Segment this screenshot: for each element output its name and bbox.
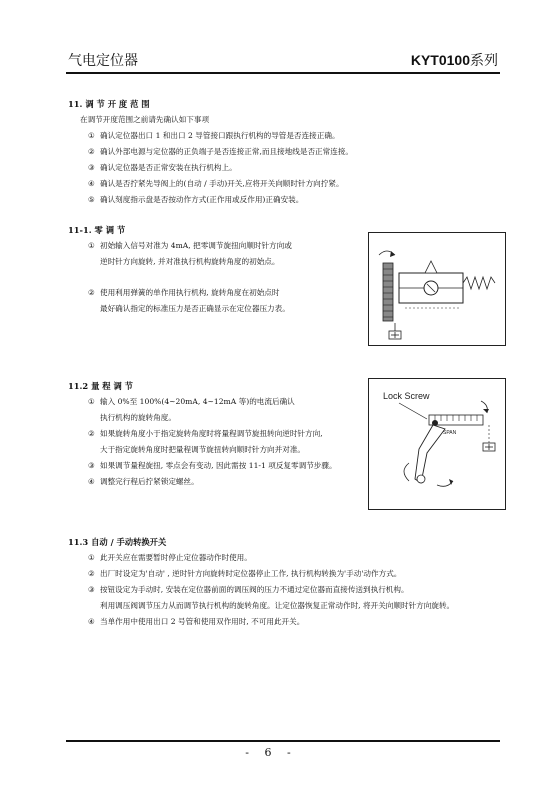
section-11-2-item-2: ② 如果旋转角度小于指定旋转角度时将量程调节旋扭转向逆时针方向, bbox=[88, 429, 323, 438]
zero-adjust-figure bbox=[368, 232, 506, 346]
section-11-1-item-2: ② 使用利用弹簧的单作用执行机构, 旋转角度在初始点时 bbox=[88, 288, 280, 297]
model-suffix: 系列 bbox=[470, 52, 498, 68]
section-11-2-item-1: ① 输入 0%至 100%(4~20mA, 4~12mA 等)的电流后确认 bbox=[88, 397, 295, 406]
lock-screw-label: Lock Screw bbox=[383, 391, 430, 401]
section-11-item-5: ⑤ 确认刻度指示盘是否按动作方式(正作用或反作用)正确安装。 bbox=[88, 195, 304, 204]
section-11-3-item-3: ③ 按钮设定为手动时, 安装在定位器前面的调压阀的压力不通过定位器而直接传送到执行机构。 bbox=[88, 585, 409, 594]
section-11-2-item-4: ④ 调整完行程后拧紧锁定螺丝。 bbox=[88, 477, 199, 486]
span-scale-label: SPAN bbox=[443, 430, 457, 436]
page-number: - 6 - bbox=[245, 746, 297, 759]
section-11-title: 11. 调 节 开 度 范 围 bbox=[68, 99, 150, 109]
section-11-1-item-1-cont: 逆时针方向旋转, 并对准执行机构旋转角度的初始点。 bbox=[100, 257, 280, 266]
section-11-3-item-3-cont: 利用调压阀调节压力从而调节执行机构的旋转角度。让定位器恢复正常动作时, 将开关向顺时针方向旋转。 bbox=[100, 601, 455, 610]
header-rule bbox=[66, 72, 500, 74]
model-code: KYT0100 bbox=[410, 52, 470, 68]
document-series-title: 气电定位器 bbox=[68, 53, 138, 69]
section-11-item-4: ④ 确认是否拧紧先导阀上的(自动 / 手动)开关,应将开关向顺时针方向拧紧。 bbox=[88, 179, 344, 188]
section-11-3-item-1: ① 此开关应在需要暂时停止定位器动作时使用。 bbox=[88, 553, 252, 562]
section-11-item-3: ③ 确认定位器是否正常安装在执行机构上。 bbox=[88, 163, 237, 172]
section-11-1-item-2-cont: 最好确认指定的标准压力是否正确显示在定位器压力表。 bbox=[100, 304, 290, 313]
section-11-3-title: 11.3 自动 / 手动转换开关 bbox=[68, 537, 167, 547]
span-adjust-figure bbox=[368, 378, 506, 510]
section-11-2-item-3: ③ 如果调节量程旋扭, 零点会有变动, 因此需按 11-1 项反复零调节步骤。 bbox=[88, 461, 337, 470]
section-11-intro: 在调节开度范围之前请先确认如下事项 bbox=[80, 115, 210, 124]
section-11-2-item-2-cont: 大于指定旋转角度时把量程调节旋扭转向顺时针方向并对准。 bbox=[100, 445, 306, 454]
model-header bbox=[411, 50, 498, 70]
section-11-item-2: ② 确认外部电源与定位器的正负端子是否连接正常,而且接地线是否正常连接。 bbox=[88, 147, 354, 156]
footer-rule bbox=[66, 740, 500, 742]
section-11-item-1: ① 确认定位器出口 1 和出口 2 导管接口跟执行机构的导管是否连接正确。 bbox=[88, 131, 340, 140]
section-11-3-item-4: ④ 当单作用中使用出口 2 号管和使用双作用时, 不可用此开关。 bbox=[88, 617, 305, 626]
section-11-1-title: 11-1. 零 调 节 bbox=[68, 225, 126, 235]
section-11-2-item-1-cont: 执行机构的旋转角度。 bbox=[100, 413, 176, 422]
section-11-2-title: 11.2 量 程 调 节 bbox=[68, 381, 133, 391]
section-11-3-item-2: ② 出厂时设定为'自动' , 逆时针方向旋转时定位器停止工作, 执行机构转换为'手动'动作方式。 bbox=[88, 569, 402, 578]
section-11-1-item-1: ① 初始输入信号对准为 4mA, 把零调节旋扭向顺时针方向或 bbox=[88, 241, 292, 250]
